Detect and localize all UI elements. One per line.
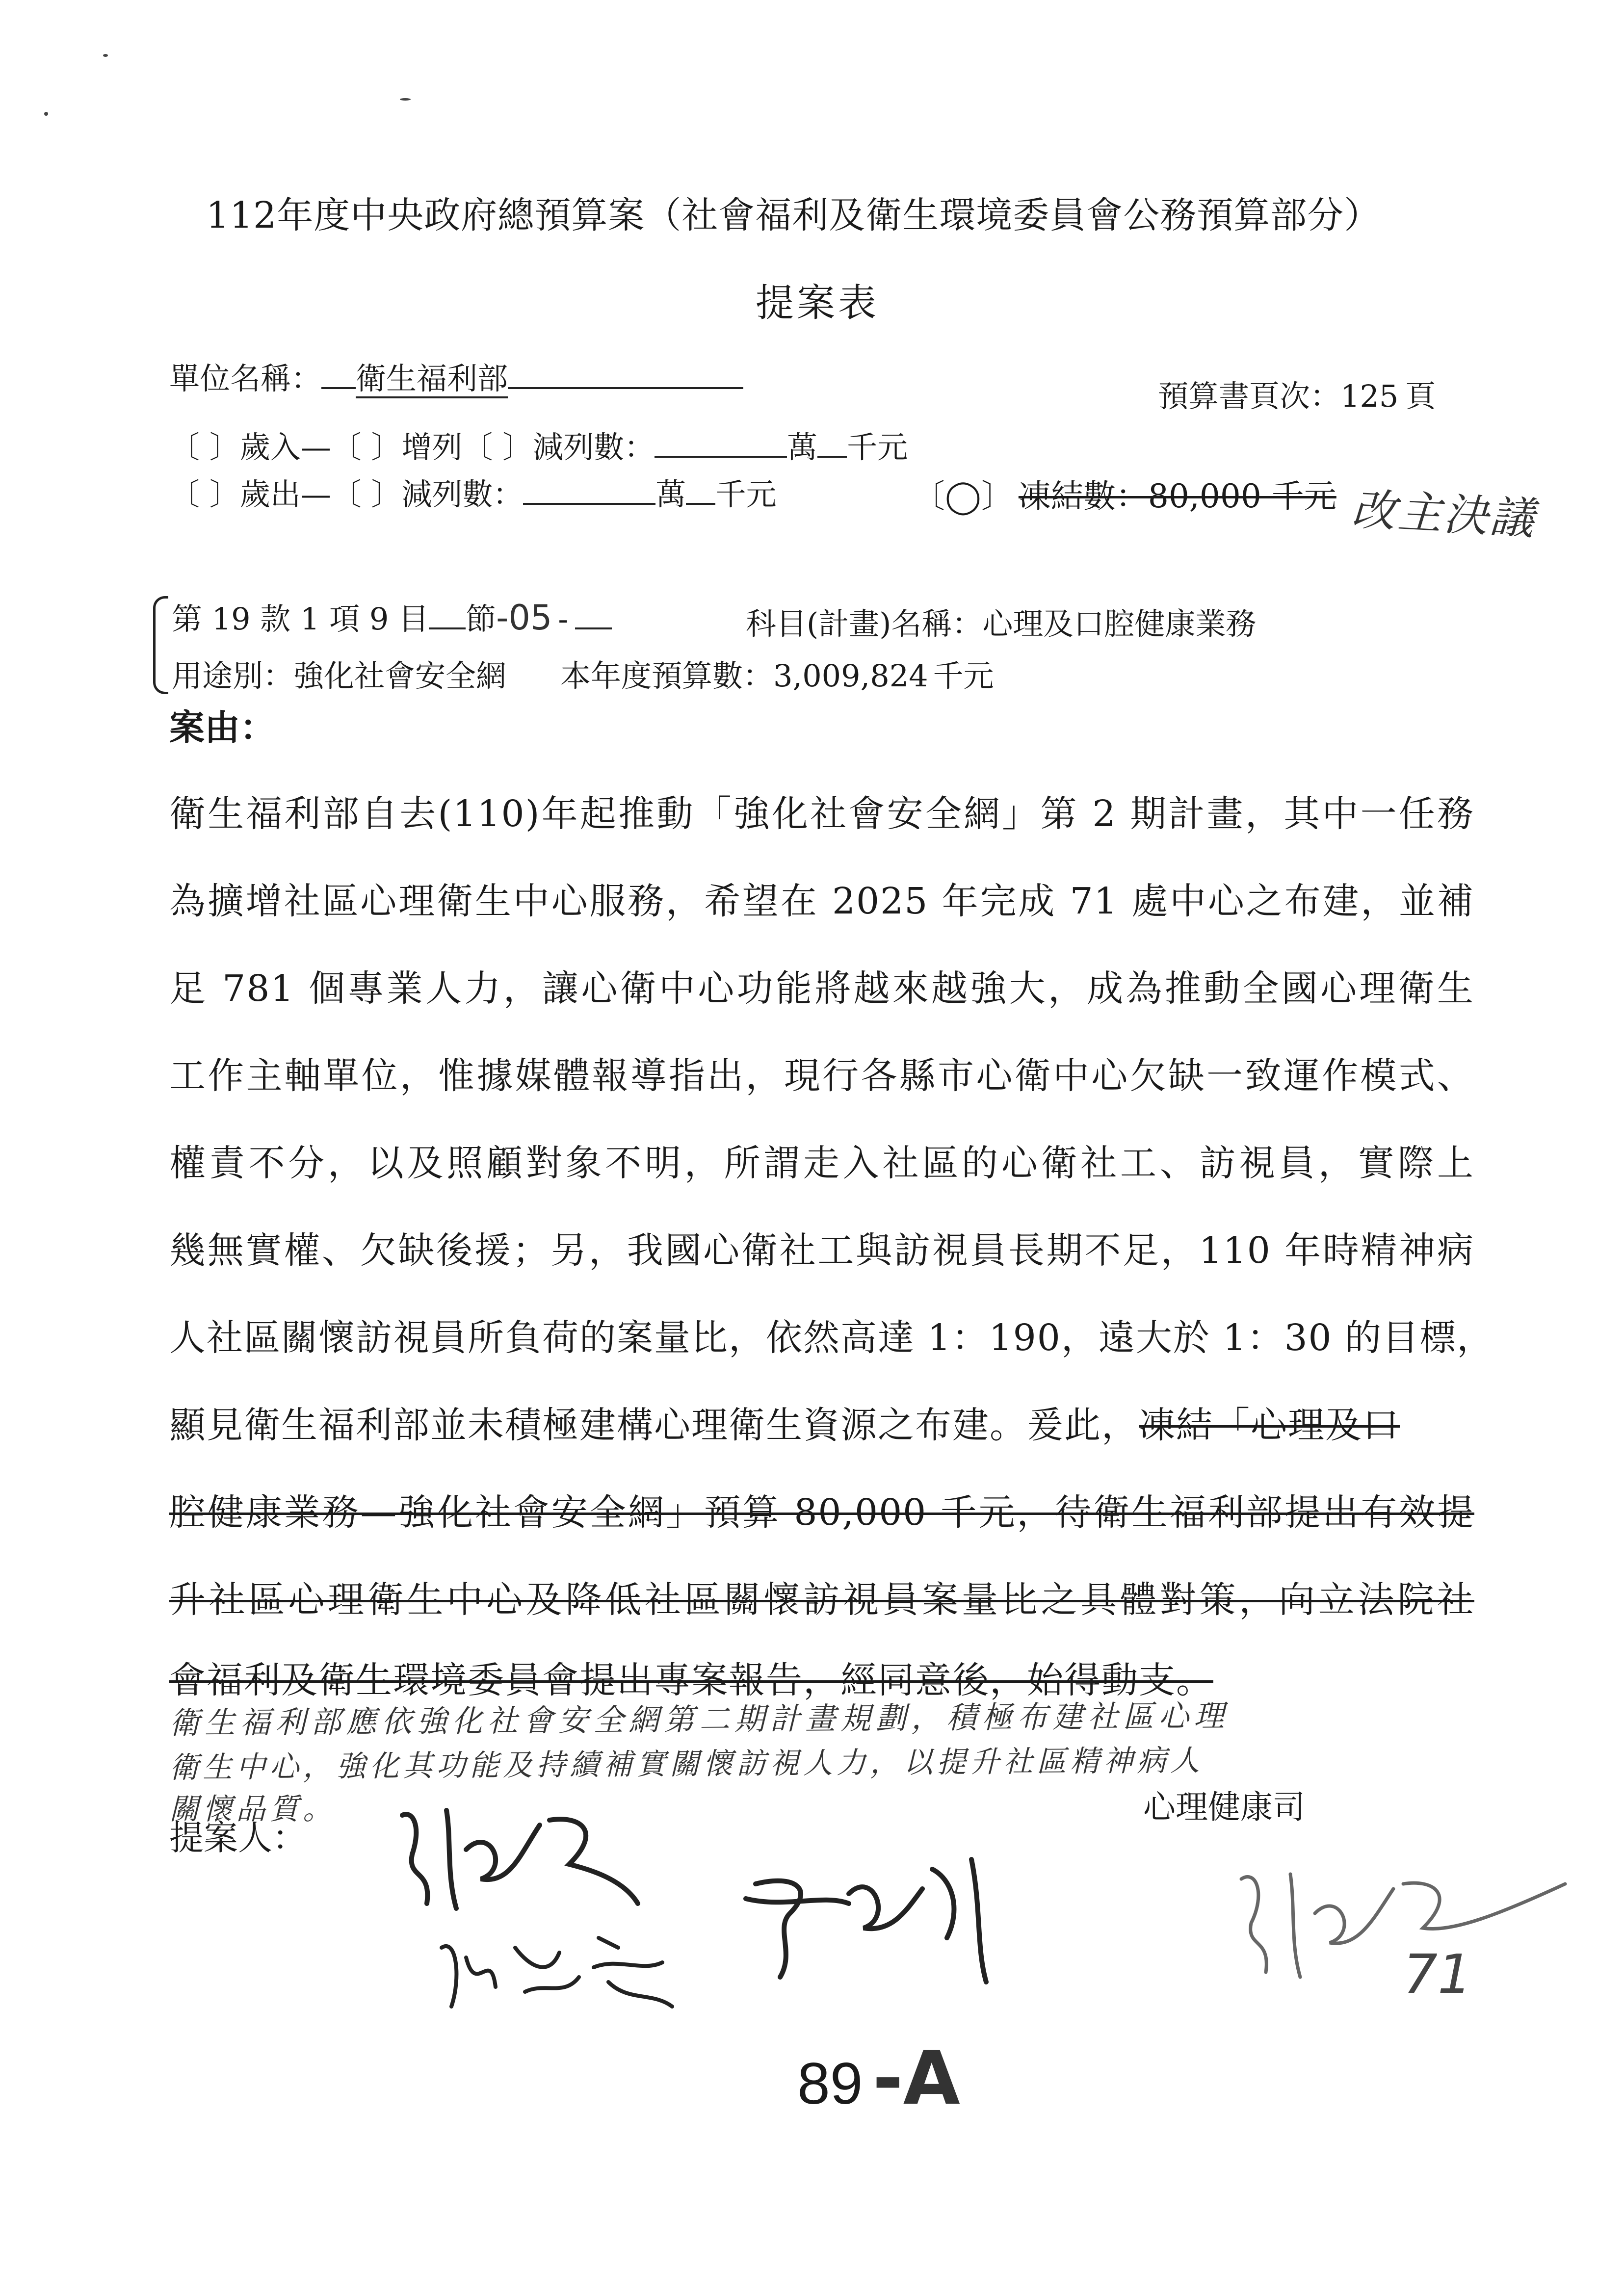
item-jie-suffix: - <box>558 601 569 637</box>
signature-cosigner-1-stroke <box>432 1918 687 2016</box>
page-number-suffix: -A <box>872 2036 960 2121</box>
reason-line: 足 781 個專業人力，讓心衛中心功能將越來越強大，成為推動全國心理衛生 <box>169 967 1474 1010</box>
unit-row <box>169 354 743 398</box>
item-bracket <box>153 596 168 694</box>
item-jie-label: 節 <box>466 601 497 637</box>
unit-value: 衛生福利部 <box>356 361 508 398</box>
use-value: 強化社會安全網 <box>293 658 507 694</box>
item-row-2 <box>172 652 994 695</box>
handwritten-resolution-line: 關懷品質。 <box>169 1792 336 1826</box>
reason-label: 案由： <box>169 706 276 748</box>
expense-wan: 萬 <box>655 476 686 512</box>
budget-value: 3,009,824 <box>773 658 928 694</box>
revenue-prefix: 〔 〕歲入—〔 〕增列〔 〕減列數： <box>169 429 655 465</box>
reason-line-mixed <box>169 1396 1400 1448</box>
reason-line: 工作主軸單位，惟據媒體報導指出，現行各縣市心衛中心欠缺一致運作模式、 <box>169 1055 1474 1097</box>
reason-line-struck-part: 凍結「心理及口 <box>1139 1404 1400 1446</box>
revenue-blank-amount <box>655 456 787 458</box>
unit-label: 單位名稱： <box>169 361 322 396</box>
signature-cosigner-1 <box>432 1918 687 2016</box>
item-mu-blank <box>429 627 466 629</box>
signature-zhang <box>393 1796 648 1923</box>
expense-prefix: 〔 〕歲出—〔 〕減列數： <box>169 476 524 512</box>
signature-zhang-faint <box>1227 1854 1570 1992</box>
reason-line: 衛生福利部自去(110)年起推動「強化社會安全網」第 2 期計畫，其中一任務 <box>169 793 1474 835</box>
signature-zhang-stroke <box>393 1796 648 1923</box>
scan-speck <box>400 98 411 101</box>
subject-label: 科目(計畫)名稱： <box>746 606 983 642</box>
budget-page-ref <box>1158 372 1436 416</box>
item-jie-value: -05 <box>496 598 552 638</box>
revenue-blank-thousand <box>817 456 847 458</box>
reason-line: 幾無實權、欠缺後援；另，我國心衛社工與訪視員長期不足，110 年時精神病 <box>169 1229 1474 1272</box>
item-row-1 <box>172 595 612 638</box>
expense-unit: 千元 <box>715 476 777 512</box>
freeze-handwritten-note: 改主決議 <box>1350 484 1538 545</box>
handwritten-resolution-line: 衛生中心，強化其功能及持續補實關懷訪視人力，以提升社區精神病人 <box>169 1743 1204 1785</box>
budget-page-unit: 頁 <box>1405 378 1436 414</box>
page-number-value: 89 <box>797 2051 863 2116</box>
margin-note: 71 <box>1403 1943 1472 2006</box>
expense-blank-thousand <box>686 503 715 505</box>
revenue-wan: 萬 <box>787 429 818 465</box>
unit-blank-tail <box>508 387 743 389</box>
document-title: 112年度中央政府總預算案（社會福利及衛生環境委員會公務預算部分） <box>206 194 1381 236</box>
budget-page-label: 預算書頁次： <box>1158 378 1341 414</box>
budget-unit: 千元 <box>933 658 994 694</box>
handwritten-resolution-line: 衛生福利部應依強化社會安全網第二期計畫規劃，積極布建社區心理 <box>169 1697 1230 1741</box>
signature-zhang-faint-stroke <box>1227 1854 1570 1992</box>
reason-struck-line: 升社區心理衛生中心及降低社區關懷訪視員案量比之具體對策，向立法院社 <box>169 1579 1474 1621</box>
signature-cosigner-2-stroke <box>736 1840 1011 1987</box>
subject-value: 心理及口腔健康業務 <box>982 606 1257 642</box>
revenue-row <box>169 423 908 467</box>
item-jie-blank <box>575 627 612 629</box>
freeze-checkbox: 〔◯〕 <box>913 477 1014 515</box>
subject-row <box>746 600 1256 643</box>
proposer-label: 提案人： <box>169 1818 307 1858</box>
reason-line: 權責不分，以及照顧對象不明，所謂走入社區的心衛社工、訪視員，實際上 <box>169 1142 1474 1184</box>
reason-struck-line: 會福利及衛生環境委員會提出專案報告，經同意後，始得動支。 <box>169 1659 1213 1701</box>
budget-label: 本年度預算數： <box>560 658 774 694</box>
freeze-row <box>913 470 1336 517</box>
scan-speck <box>44 112 48 116</box>
unit-blank-lead <box>321 387 356 389</box>
scan-speck <box>103 54 108 57</box>
signature-cosigner-2 <box>736 1840 1011 1987</box>
reason-line: 為擴增社區心理衛生中心服務，希望在 2025 年完成 71 處中心之布建，並補 <box>169 880 1474 922</box>
page-number <box>797 2036 960 2121</box>
reason-struck-line: 腔健康業務—強化社會安全網」預算 80,000 千元，待衛生福利部提出有效提 <box>169 1491 1474 1534</box>
use-label: 用途別： <box>172 658 294 694</box>
revenue-unit: 千元 <box>847 429 908 465</box>
reason-line: 人社區關懷訪視員所負荷的案量比，依然高達 1：190，遠大於 1：30 的目標， <box>169 1317 1494 1359</box>
department-name: 心理健康司 <box>1143 1788 1305 1826</box>
expense-row <box>169 470 776 514</box>
freeze-amount-struck: 凍結數：80,000 千元 <box>1018 477 1336 515</box>
document-subtitle: 提案表 <box>756 281 880 325</box>
budget-page-value: 125 <box>1340 378 1399 414</box>
expense-blank-amount <box>523 503 655 505</box>
item-kuan: 第 19 款 1 項 9 目 <box>172 601 429 637</box>
reason-line-plain-part: 顯見衛生福利部並未積極建構心理衛生資源之布建。爰此， <box>169 1404 1139 1446</box>
